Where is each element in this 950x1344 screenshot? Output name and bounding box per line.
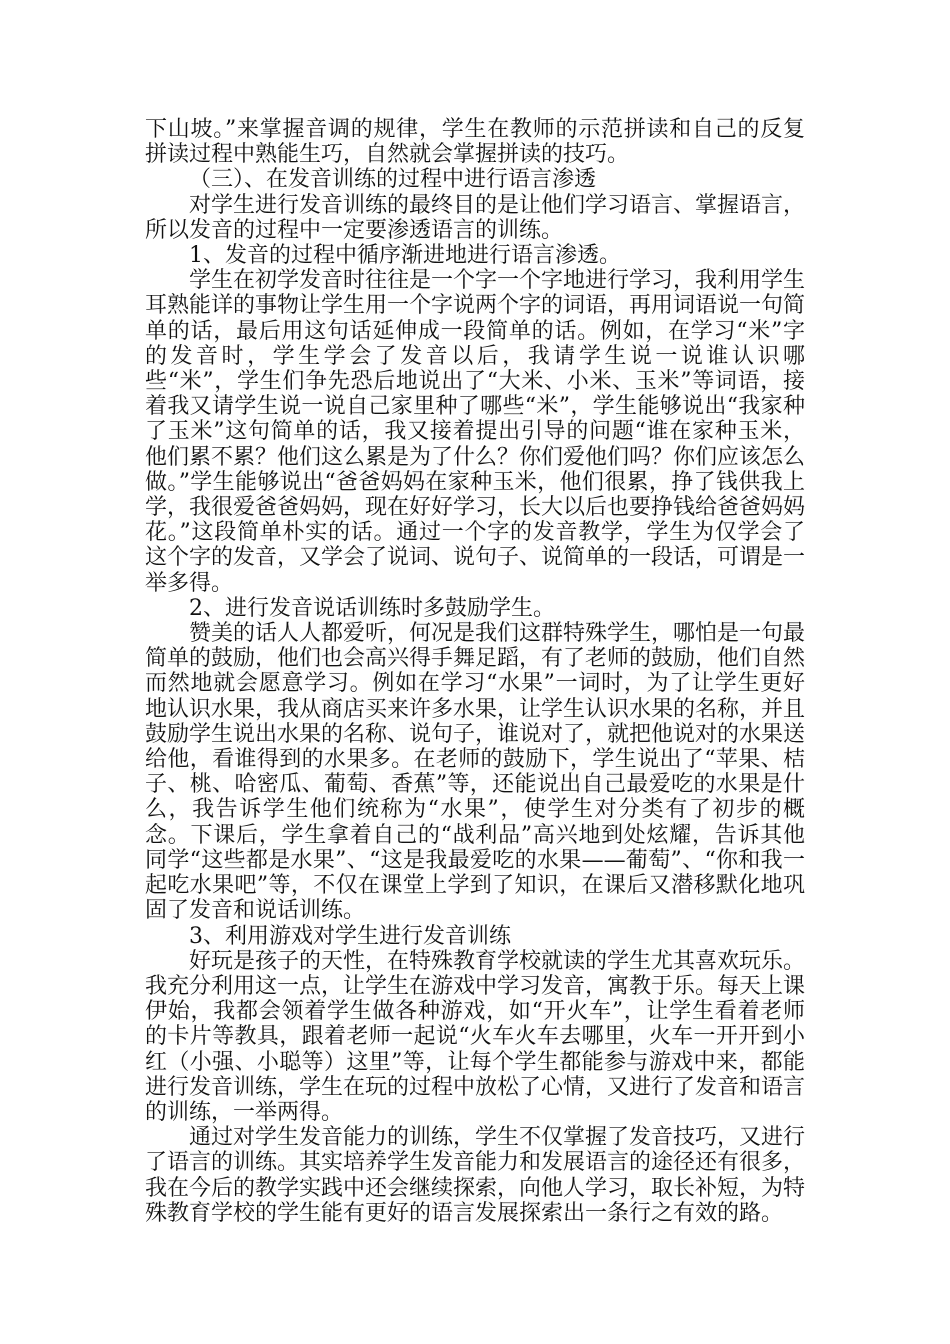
subheading-3: 3、利用游戏对学生进行发音训练 [189,923,511,949]
paragraph-2: 对学生进行发音训练的最终目的是让他们学习语言、掌握语言，所以发音的过程中一定要渗透语言的训练。 [145,192,806,243]
paragraph-4: 赞美的话人人都爱听，何况是我们这群特殊学生，哪怕是一句最简单的鼓励，他们也会高兴得手舞足蹈，有了老师的鼓励，他们自然而然地就会愿意学习。例如在学习“水果”一词时，为了让学生更好地认识水果，我从商店买来许多水果，让学生认识水果的名称，并且鼓励学生说出水果的名称、说句子，谁说对了，就把他说对的水果送给他，看谁得到的水果多。在老师的鼓励下，学生说出了“苹果、桔子、桃、哈密瓜、葡萄、香蕉”等，还能说出自己最爱吃的水果是什么，我告诉学生他们统称为“水果”，使学生对分类有了初步的概念。下课后，学生拿着自己的“战利品”高兴地到处炫耀，告诉其他同学“这些都是水果”、“这是我最爱吃的水果——葡萄”、“你和我一起吃水果吧”等，不仅在课堂上学到了知识，在课后又潜移默化地巩固了发音和说话训练。 [145,621,806,924]
section-heading-3: （三）、在发音训练的过程中进行语言渗透 [189,167,597,193]
subheading-2: 2、进行发音说话训练时多鼓励学生。 [189,595,555,621]
paragraph-3: 学生在初学发音时往往是一个字一个字地进行学习，我利用学生耳熟能详的事物让学生用一个字说两个字的词语，再用词语说一句简单的话，最后用这句话延伸成一段简单的话。例如，在学习“米”字的发音时，学生学会了发音以后，我请学生说一说谁认识哪些“米”，学生们争先恐后地说出了“大米、小米、玉米”等词语，接着我又请学生说一说自己家里种了哪些“米”，学生能够说出“我家种了玉米”这句简单的话，我又接着提出引导的问题“谁在家种玉米，他们累不累？他们这么累是为了什么？你们爱他们吗？你们应该怎么做。”学生能够说出“爸爸妈妈在家种玉米，他们很累，挣了钱供我上学，我很爱爸爸妈妈，现在好好学习，长大以后也要挣钱给爸爸妈妈花。”这段简单朴实的话。通过一个字的发音教学，学生为仅学会了这个字的发音，又学会了说词、说句子、说简单的一段话，可谓是一举多得。 [145,268,806,596]
subheading-1: 1、发音的过程中循序渐进地进行语言渗透。 [189,243,621,269]
paragraph-1: 下山坡。”来掌握音调的规律，学生在教师的示范拼读和自己的反复拼读过程中熟能生巧，自然就会掌握拼读的技巧。 [145,117,805,168]
paragraph-6: 通过对学生发音能力的训练，学生不仅掌握了发音技巧，又进行了语言的训练。其实培养学生发音能力和发展语言的途径还有很多，我在今后的教学实践中还会继续探索，向他人学习，取长补短，为特殊教育学校的学生能有更好的语言发展探索出一条行之有效的路。 [145,1125,806,1226]
paragraph-5: 好玩是孩子的天性，在特殊教育学校就读的学生尤其喜欢玩乐。我充分利用这一点，让学生在游戏中学习发音，寓教于乐。每天上课伊始，我都会领着学生做各种游戏，如“开火车”，让学生看着老师的卡片等教具，跟着老师一起说“火车火车去哪里，火车一开开到小红（小强、小聪等）这里”等，让每个学生都能参与游戏中来，都能进行发音训练，学生在玩的过程中放松了心情，又进行了发音和语言的训练，一举两得。 [145,948,806,1125]
document-page [145,117,805,1226]
